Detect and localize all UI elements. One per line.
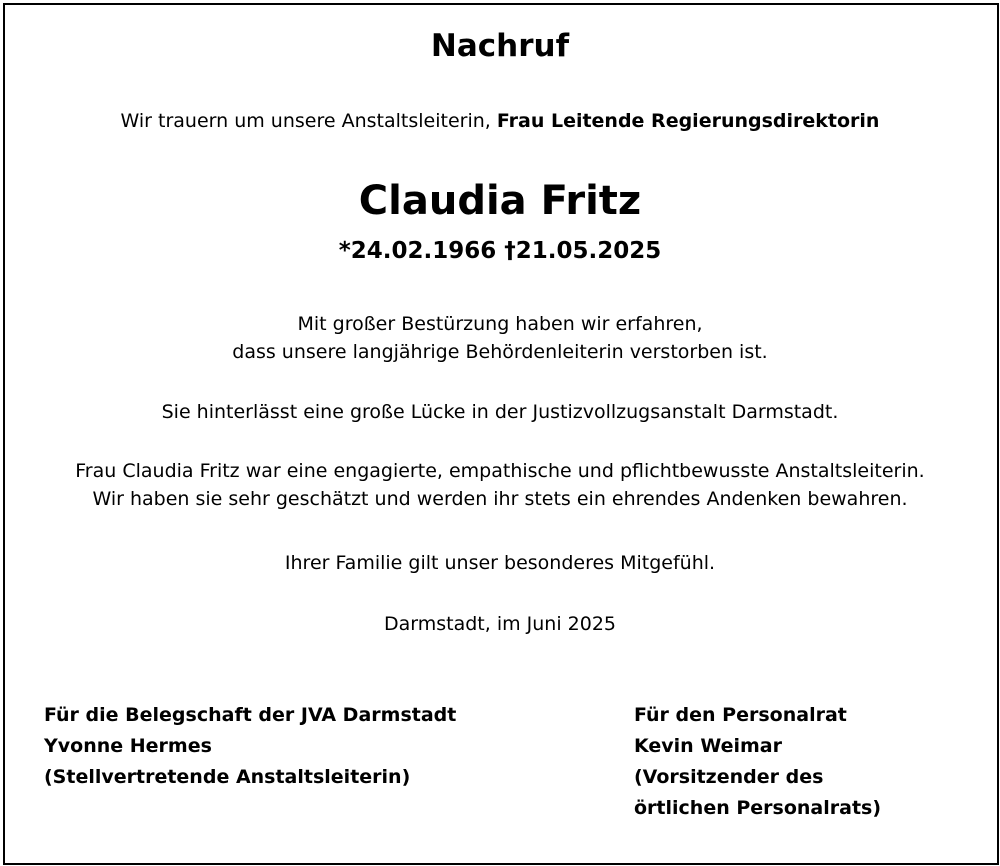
intro-line: [0, 110, 1000, 132]
paragraph-family: [0, 549, 1000, 577]
signature-line: Kevin Weimar: [634, 735, 782, 757]
signature-line: örtlichen Personalrats): [634, 797, 882, 819]
signature-line: Für den Personalrat: [634, 704, 847, 726]
paragraph-loss: [0, 398, 1000, 426]
signature-line: (Vorsitzender des: [634, 766, 824, 788]
paragraph-line: dass unsere langjährige Behördenleiterin verstorben ist.: [232, 341, 768, 363]
life-dates: *24.02.1966 †21.05.2025: [338, 238, 662, 264]
place-date: Darmstadt, im Juni 2025: [383, 613, 617, 635]
paragraph-tribute: [0, 457, 1000, 513]
paragraph-line: Frau Claudia Fritz war eine engagierte, empathische und pflichtbewusste Anstaltsleiterin.: [75, 460, 925, 482]
deceased-name: Claudia Fritz: [358, 178, 642, 224]
intro-text: Wir trauern um unsere Anstaltsleiterin,: [120, 110, 491, 132]
intro-role: Frau Leitende Regierungsdirektorin: [496, 110, 880, 132]
paragraph-line: Mit großer Bestürzung haben wir erfahren,: [297, 313, 703, 335]
signature-line: (Stellvertretende Anstaltsleiterin): [44, 766, 411, 788]
signature-line: Yvonne Hermes: [44, 735, 212, 757]
paragraph-condolence: [0, 310, 1000, 366]
signature-personnel-council: [634, 700, 881, 824]
obituary-title: Nachruf: [430, 28, 570, 64]
paragraph-line: Wir haben sie sehr geschätzt und werden ihr stets ein ehrendes Andenken bewahren.: [92, 488, 908, 510]
signature-staff: [44, 700, 456, 793]
signature-line: Für die Belegschaft der JVA Darmstadt: [44, 704, 457, 726]
paragraph-line: Sie hinterlässt eine große Lücke in der Justizvollzugsanstalt Darmstadt.: [161, 401, 839, 423]
paragraph-line: Ihrer Familie gilt unser besonderes Mitgefühl.: [284, 552, 716, 574]
